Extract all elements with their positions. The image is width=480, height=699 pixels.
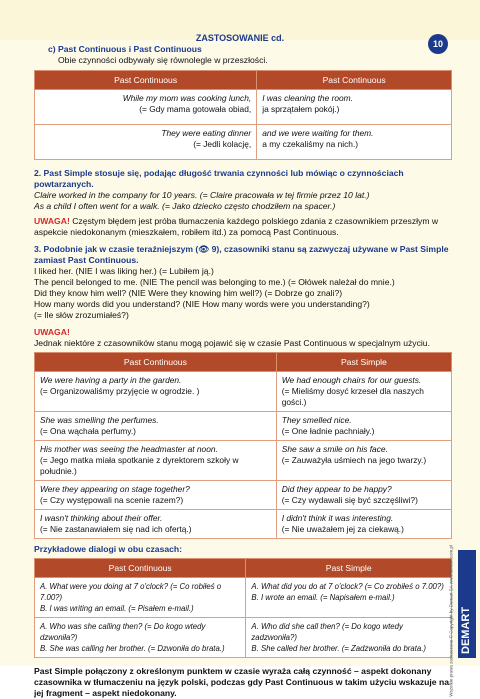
- table-row: His mother was seeing the headmaster at noon. (= Jego matka miała spotkanie z dyrektorem szkoły w południe.) She saw a smile on his face. (= Zauważyła uśmiech na jego twarzy.): [35, 441, 452, 481]
- table-row: She was smelling the perfumes. (= Ona wąchała perfumy.) They smelled nice. (= One ładnie pachniały.): [35, 412, 452, 441]
- table-row: A. What were you doing at 7 o'clock? (= Co robiłeś o 7.00?) B. I was writing an email. (= Pisałem e-mail.) A. What did you do at 7 o'clock? (= Co zrobiłeś o 7.00?) B. I wrote an email. (= Napisałem e-mail.): [35, 578, 452, 618]
- section-3-line: (= Ile słów zrozumiałeś?): [34, 310, 129, 320]
- table-dialogi: [34, 558, 452, 658]
- section-2-heading: 2. Past Simple stosuje się, podając długość trwania czynności lub mówiąc o czynnościach powtarzanych.: [34, 168, 404, 189]
- table-header: Past Simple: [276, 353, 451, 372]
- table-pc-ps: [34, 352, 452, 539]
- section-3-line: The pencil belonged to me. (NIE The pencil was belonging to me.) (= Ołówek należał do mnie.): [34, 277, 395, 287]
- section-3-line: Did they know him well? (NIE Were they knowing him well?) (= Dobrze go znali?): [34, 288, 343, 298]
- content: [34, 44, 452, 699]
- footer-note: Past Simple połączony z określonym punktem w czasie wyraża całą czynność – aspekt dokonany czasownika w tłumaczeniu na język polski, podczas gdy Past Continuous w takim użyciu wskazuje na jej fragment – aspekt niedokonany.: [34, 666, 449, 698]
- table-pc-pc: [34, 70, 452, 160]
- section-c-heading: c) Past Continuous i Past Continuous: [48, 44, 202, 54]
- uwaga-2-text: Jednak niektóre z czasowników stanu mogą pojawić się w czasie Past Continuous w specjalnym użyciu.: [34, 338, 430, 348]
- dialogi-heading: Przykładowe dialogi w obu czasach:: [34, 544, 183, 554]
- table-row: I wasn't thinking about their offer. (= Nie zastanawiałem się nad ich ofertą.) I didn't think it was interesting. (= Nie uważałem jej za ciekawą.): [35, 510, 452, 539]
- table-row: While my mom was cooking lunch, (= Gdy mama gotowała obiad, I was cleaning the room. ja sprzątałem pokój.): [35, 90, 452, 125]
- section-c-sub: Obie czynności odbywały się równolegle w przeszłości.: [58, 55, 268, 65]
- table-header: Past Continuous: [35, 559, 246, 578]
- table-row: A. Who was she calling then? (= Do kogo wtedy dzwoniła?) B. She was calling her brother. (= Dzwoniła do brata.) A. Who did she call then? (= Do kogo wtedy zadzwoniła?) B. She called her brother. (= Zadzwoniła do brata.): [35, 618, 452, 658]
- table-header: Past Continuous: [35, 71, 257, 90]
- page-title: ZASTOSOWANIE cd.: [195, 33, 285, 43]
- table-header: Past Simple: [246, 559, 452, 578]
- section-3-heading: 3. Podobnie jak w czasie teraźniejszym (👁 9), czasowniki stanu są zazwyczaj używane w Past Simple zamiast Past Continuous.: [34, 244, 449, 265]
- section-2-line: Claire worked in the company for 10 years. (= Claire pracowała w tej firmie przez 10 lat.): [34, 190, 370, 200]
- brand-logo: DEMART: [460, 606, 472, 654]
- section-3-line: How many words did you understand? (NIE How many words were you understanding?): [34, 299, 370, 309]
- table-header: Past Continuous: [35, 353, 277, 372]
- table-row: We were having a party in the garden. (= Organizowaliśmy przyjęcie w ogrodzie. ) We had enough chairs for our guests. (= Mieliśmy dosyć krzeseł dla naszych gości.): [35, 372, 452, 412]
- section-2-line: As a child I often went for a walk. (= Jako dziecko często chodziłem na spacer.): [34, 201, 336, 211]
- section-3-line: I liked her. (NIE I was liking her.) (= Lubiłem ją.): [34, 266, 214, 276]
- uwaga-1: UWAGA! Częstym błędem jest próba tłumaczenia każdego polskiego zdania z czasownikiem przeszłym w aspekcie niedokonanym (mieszkałem, robiłem itd.) za pomocą Past Continuous.: [34, 216, 439, 237]
- page-number-badge: 10: [428, 34, 448, 54]
- table-header: Past Continuous: [257, 71, 452, 90]
- table-row: Were they appearing on stage together? (= Czy występowali na scenie razem?) Did they appear to be happy? (= Czy wydawali się być szczęśliwi?): [35, 481, 452, 510]
- uwaga-2-label: UWAGA!: [34, 327, 70, 337]
- table-row: They were eating dinner (= Jedli kolację, and we were waiting for them. a my czekaliśmy na nich.): [35, 125, 452, 160]
- brand-bar: [458, 550, 476, 658]
- copyright-note: Wszelkie prawa zastrzeżone © Copyright by Demart SA www.demart.com.pl: [449, 545, 454, 697]
